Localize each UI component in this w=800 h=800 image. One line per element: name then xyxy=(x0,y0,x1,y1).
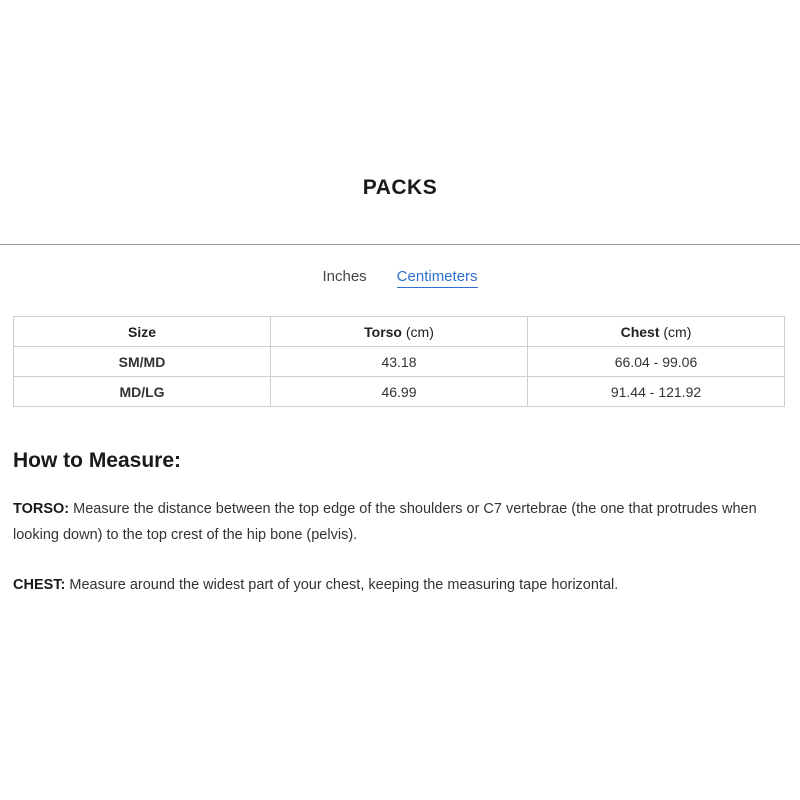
torso-instructions xyxy=(13,496,788,548)
cell-size: MD/LG xyxy=(14,377,271,407)
size-chart-table xyxy=(13,316,785,407)
tab-centimeters[interactable]: Centimeters xyxy=(397,268,478,288)
table-row xyxy=(14,347,785,377)
tab-inches[interactable]: Inches xyxy=(322,268,367,285)
table-row xyxy=(14,377,785,407)
header-torso: Torso (cm) xyxy=(271,317,528,347)
divider xyxy=(0,244,800,245)
cell-chest: 91.44 - 121.92 xyxy=(528,377,785,407)
header-chest: Chest (cm) xyxy=(528,317,785,347)
cell-size: SM/MD xyxy=(14,347,271,377)
table-header-row xyxy=(14,317,785,347)
torso-text: Measure the distance between the top edge of the shoulders or C7 vertebrae (the one that protrudes when looking down) to the top crest of the hip bone (pelvis). xyxy=(13,501,757,543)
torso-label: TORSO: xyxy=(13,501,70,517)
cell-torso: 46.99 xyxy=(271,377,528,407)
how-to-measure-heading: How to Measure: xyxy=(13,449,182,472)
page-title: PACKS xyxy=(362,176,438,199)
chest-text: Measure around the widest part of your chest, keeping the measuring tape horizontal. xyxy=(69,577,619,593)
chest-instructions xyxy=(13,572,788,598)
cell-chest: 66.04 - 99.06 xyxy=(528,347,785,377)
unit-tabs xyxy=(0,268,800,288)
chest-label: CHEST: xyxy=(13,577,66,593)
header-size: Size xyxy=(14,317,271,347)
cell-torso: 43.18 xyxy=(271,347,528,377)
